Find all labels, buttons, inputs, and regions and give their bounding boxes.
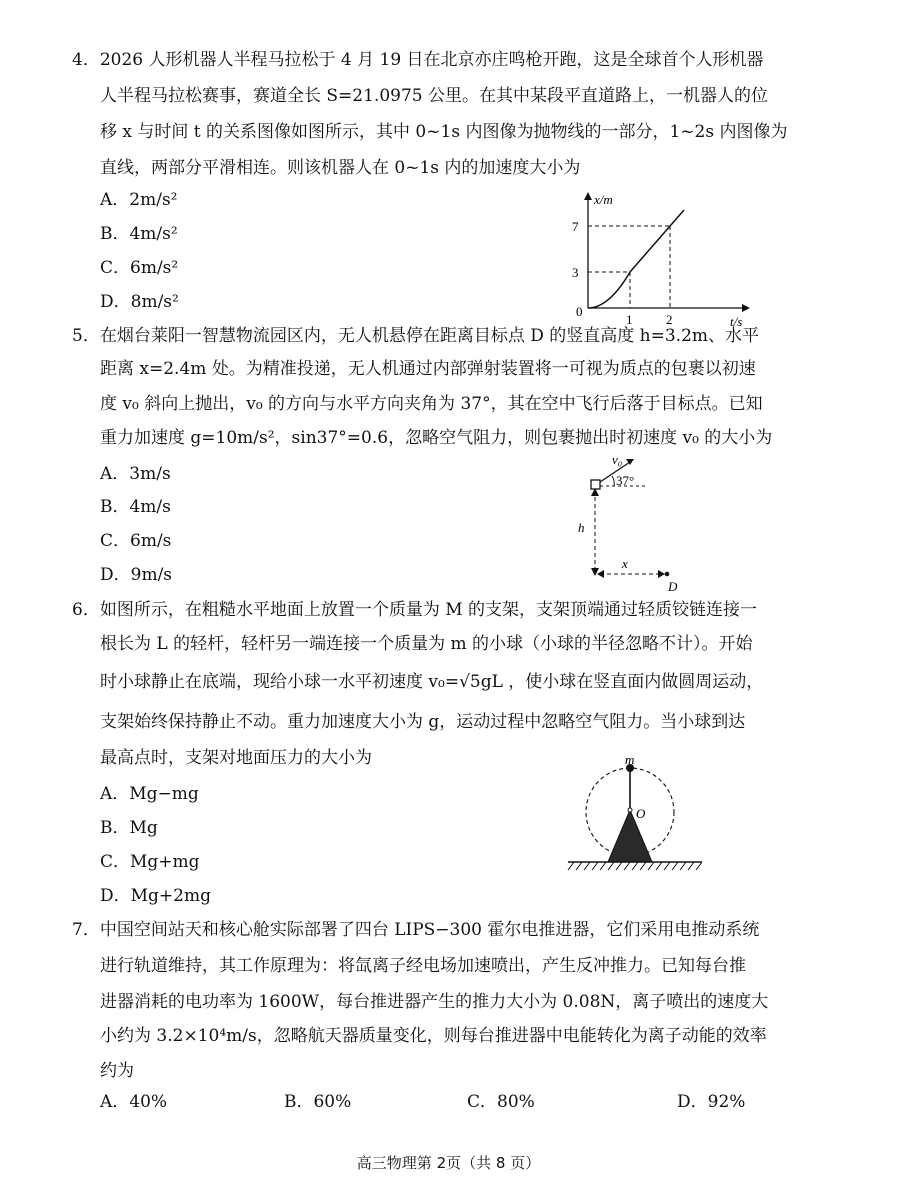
q4-tick-t1: 1: [626, 312, 633, 327]
q4-y-label: x/m: [594, 192, 613, 207]
q6-support-diagram: [562, 752, 712, 877]
q4-x-label: t/s: [730, 314, 743, 328]
q4-line-2: 人半程马拉松赛事，赛道全长 S=21.0975 公里。在其中某段平直道路上，一机器人的位: [100, 86, 768, 106]
q7-line-5: 约为: [100, 1061, 134, 1081]
page-footer: 高三物理第 2页（共 8 页）: [356, 1154, 541, 1172]
q6-ball-label: m: [625, 752, 635, 767]
q4-option-a: A．2m/s²: [100, 190, 178, 210]
q6-option-b: B．Mg: [100, 818, 158, 838]
q6-support-stand: [608, 810, 652, 862]
q6-pivot-hinge: [628, 808, 632, 812]
q5-angle-label: 37°: [616, 473, 635, 488]
q5-option-a: A．3m/s: [100, 464, 171, 484]
q5-distance-arrow-right-icon: [658, 570, 665, 578]
q6-pivot-label: O: [636, 806, 646, 821]
q6-ground-hatch: [568, 862, 702, 870]
q4-option-d: D．8m/s²: [100, 292, 179, 312]
q5-line-1: 5．在烟台莱阳一智慧物流园区内，无人机悬停在距离目标点 D 的竖直高度 h=3.2m、水平: [72, 326, 760, 346]
q4-tick-3: 3: [572, 265, 579, 280]
q5-drone-box: [591, 480, 600, 489]
q4-parabola-segment: [588, 272, 630, 308]
q7-line-1: 7．中国空间站天和核心舱实际部署了四台 LIPS−300 霍尔电推进器，它们采用电推动系统: [72, 920, 760, 940]
q5-height-label: h: [578, 520, 585, 535]
q4-option-b: B．4m/s²: [100, 224, 178, 244]
q6-option-c: C．Mg+mg: [100, 852, 200, 872]
q5-height-arrow-down-icon: [591, 568, 599, 576]
q7-line-2: 进行轨道维持，其工作原理为：将氙离子经电场加速喷出，产生反冲推力。已知每台推: [100, 956, 746, 976]
q4-t-axis-arrow-icon: [742, 304, 750, 312]
q4-line-1: 4．2026 人形机器人半程马拉松于 4 月 19 日在北京亦庄鸣枪开跑，这是全球首个人形机器: [72, 50, 764, 70]
q5-angle-arc: [612, 476, 614, 486]
q4-option-c: C．6m/s²: [100, 258, 179, 278]
q6-option-a: A．Mg−mg: [100, 784, 199, 804]
q5-velocity-label: v₀: [612, 452, 623, 467]
q5-line-4: 重力加速度 g=10m/s²，sin37°=0.6，忽略空气阻力，则包裹抛出时初速度 v₀ 的大小为: [100, 428, 773, 448]
q7-option-d: D．92%: [677, 1092, 746, 1112]
q7-line-4: 小约为 3.2×10⁴m/s，忽略航天器质量变化，则每台推进器中电能转化为离子动能的效率: [100, 1026, 767, 1046]
q5-line-3: 度 v₀ 斜向上抛出，v₀ 的方向与水平方向夹角为 37°，其在空中飞行后落于目标点。已知: [100, 394, 763, 414]
q7-line-3: 进器消耗的电功率为 1600W，每台推进器产生的推力大小为 0.08N，离子喷出的速度大: [100, 992, 769, 1012]
q5-target-label: D: [668, 579, 678, 594]
q6-line-3: 时小球静止在底端，现给小球一水平初速度 v₀=√5gL ，使小球在竖直面内做圆周运动，: [100, 672, 764, 692]
q5-distance-arrow-left-icon: [597, 570, 604, 578]
q7-option-c: C．80%: [467, 1092, 535, 1112]
q6-line-1: 6．如图所示，在粗糙水平地面上放置一个质量为 M 的支架，支架顶端通过轻质铰链连接一: [72, 600, 758, 620]
q6-option-d: D．Mg+2mg: [100, 886, 211, 906]
q4-origin-label: 0: [576, 304, 583, 319]
q4-linear-segment: [630, 210, 684, 272]
q6-line-2: 根长为 L 的轻杆，轻杆另一端连接一个质量为 m 的小球（小球的半径忽略不计）。开始: [100, 634, 753, 654]
q5-option-c: C．6m/s: [100, 531, 172, 551]
q5-line-2: 距离 x=2.4m 处。为精准投递，无人机通过内部弹射装置将一可视为质点的包裹以初速: [100, 359, 756, 379]
q4-xt-graph: [560, 188, 750, 328]
q4-tick-t2: 2: [666, 312, 673, 327]
q5-distance-label: x: [622, 556, 628, 571]
q4-x-axis-arrow-icon: [584, 192, 592, 200]
q7-option-a: A．40%: [100, 1092, 168, 1112]
q7-option-b: B．60%: [284, 1092, 352, 1112]
q6-line-4: 支架始终保持静止不动。重力加速度大小为 g，运动过程中忽略空气阻力。当小球到达: [100, 712, 746, 732]
q5-target-point: [665, 572, 670, 577]
q6-line-5: 最高点时，支架对地面压力的大小为: [100, 748, 372, 768]
q4-line-4: 直线，两部分平滑相连。则该机器人在 0~1s 内的加速度大小为: [100, 158, 581, 178]
q5-option-d: D．9m/s: [100, 565, 173, 585]
q4-line-3: 移 x 与时间 t 的关系图像如图所示，其中 0~1s 内图像为抛物线的一部分，1~2s 内图像为: [100, 122, 788, 142]
q5-option-b: B．4m/s: [100, 497, 171, 517]
q5-projectile-diagram: [570, 450, 700, 595]
q4-tick-7: 7: [572, 219, 579, 234]
